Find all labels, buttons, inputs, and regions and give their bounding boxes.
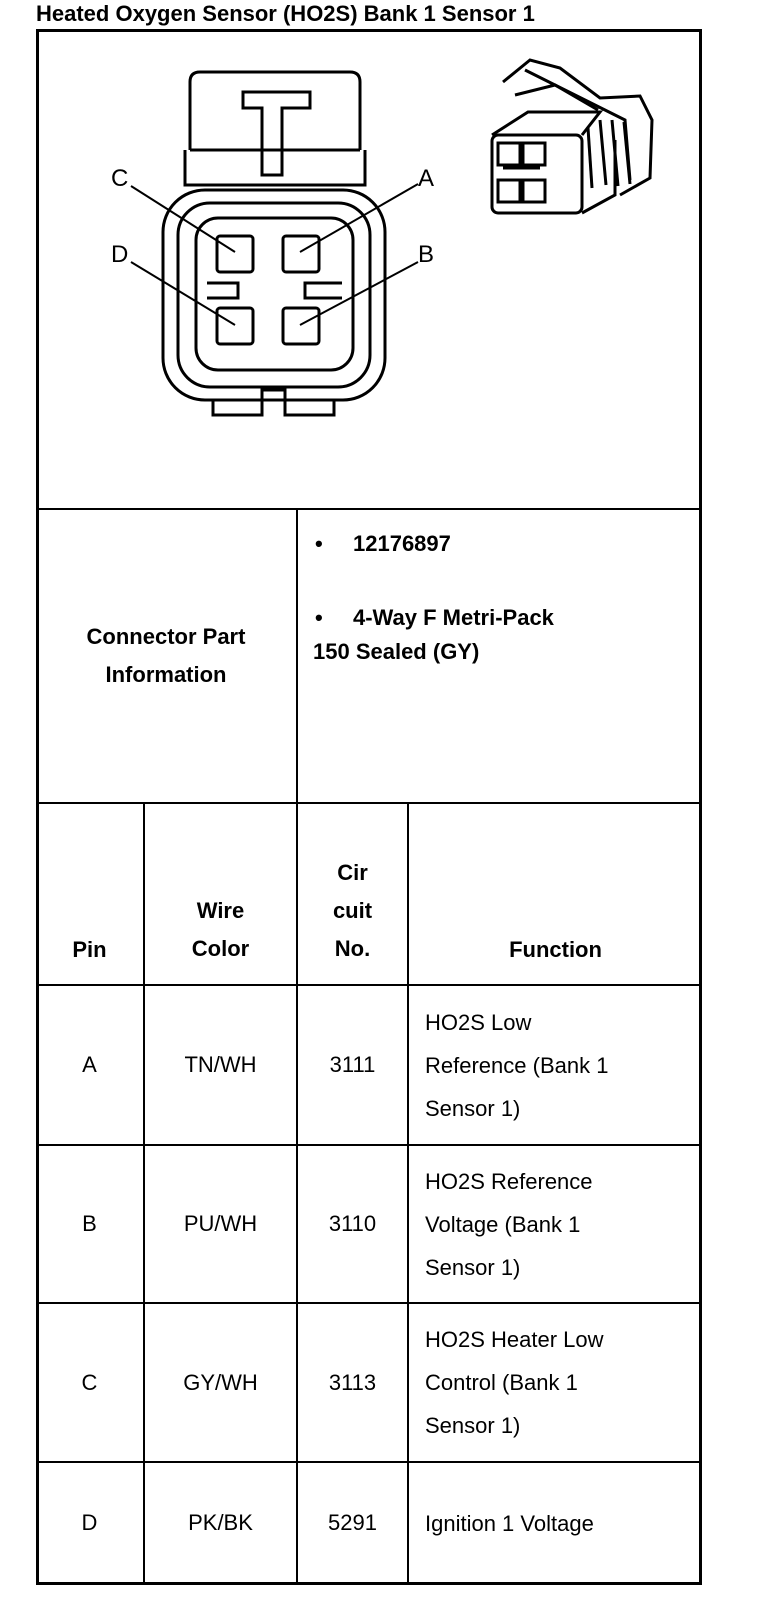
pin-label-c: C bbox=[111, 165, 129, 192]
part-info-label-line1: Connector Part bbox=[86, 624, 246, 649]
part-number: 12176897 bbox=[353, 531, 451, 556]
header-pin bbox=[36, 804, 143, 984]
header-function-label: Function bbox=[509, 937, 602, 962]
pin-label-d: D bbox=[111, 241, 129, 268]
table-row-c-circuit: 3113 bbox=[328, 1369, 377, 1395]
bullet: • bbox=[315, 531, 323, 556]
table-row-b-function bbox=[409, 1146, 702, 1302]
connector-type-row bbox=[313, 601, 693, 635]
function-line: HO2S Heater Low bbox=[425, 1327, 604, 1352]
table-row-b-wire-color: PU/WH bbox=[183, 1211, 258, 1236]
pin-label-a: A bbox=[418, 165, 435, 192]
table-row-a-circuit: 3111 bbox=[329, 1052, 376, 1077]
header-wire-line1: Wire bbox=[196, 898, 245, 923]
pin-label-b: B bbox=[418, 241, 435, 268]
connector-face-diagram bbox=[0, 0, 768, 505]
function-line: Ignition 1 Voltage bbox=[425, 1510, 594, 1536]
connector-perspective-illustration bbox=[492, 60, 652, 213]
header-circuit-line2: cuit bbox=[332, 898, 373, 923]
connector-type-line2: 150 Sealed (GY) bbox=[313, 639, 480, 664]
header-pin-label: Pin bbox=[72, 937, 107, 962]
header-circuit-no bbox=[298, 804, 407, 984]
page-title: Heated Oxygen Sensor (HO2S) Bank 1 Sensor 1 bbox=[36, 1, 535, 26]
part-info-label bbox=[36, 510, 296, 802]
header-wire-line2: Color bbox=[191, 936, 250, 961]
part-info-label-line2: Information bbox=[105, 662, 227, 687]
header-circuit-line3: No. bbox=[334, 936, 371, 961]
table-row-c-wire-color: GY/WH bbox=[183, 1369, 258, 1395]
part-info-values bbox=[313, 527, 693, 669]
table-row-d-circuit: 5291 bbox=[328, 1510, 377, 1535]
function-line: Reference (Bank 1 bbox=[425, 1052, 609, 1078]
connector-type-line1: 4-Way F Metri-Pack bbox=[353, 605, 554, 630]
table-row-d-pin: D bbox=[81, 1510, 98, 1535]
function-line: HO2S Low bbox=[425, 1009, 532, 1035]
table-row-c-function bbox=[409, 1304, 702, 1461]
header-function bbox=[409, 804, 702, 984]
table-row-b-pin: B bbox=[82, 1211, 97, 1236]
table-row-b-circuit: 3110 bbox=[328, 1211, 377, 1236]
table-row-a-pin: A bbox=[82, 1052, 97, 1077]
function-line: HO2S Reference bbox=[425, 1168, 593, 1194]
table-row-d-wire-color: PK/BK bbox=[188, 1510, 253, 1535]
function-line: Sensor 1) bbox=[425, 1095, 521, 1121]
function-line: Sensor 1) bbox=[425, 1413, 521, 1438]
table-row-c-pin: C bbox=[81, 1369, 98, 1395]
bullet: • bbox=[315, 605, 323, 630]
table-row-d-function bbox=[409, 1463, 702, 1583]
function-line: Control (Bank 1 bbox=[425, 1370, 578, 1395]
header-circuit-line1: Cir bbox=[337, 860, 368, 885]
function-line: Voltage (Bank 1 bbox=[425, 1211, 581, 1237]
table-row-a-function bbox=[409, 986, 702, 1144]
table-row-a-wire-color: TN/WH bbox=[184, 1052, 257, 1077]
function-line: Sensor 1) bbox=[425, 1254, 521, 1280]
part-number-row bbox=[313, 527, 693, 561]
header-wire-color bbox=[145, 804, 296, 984]
